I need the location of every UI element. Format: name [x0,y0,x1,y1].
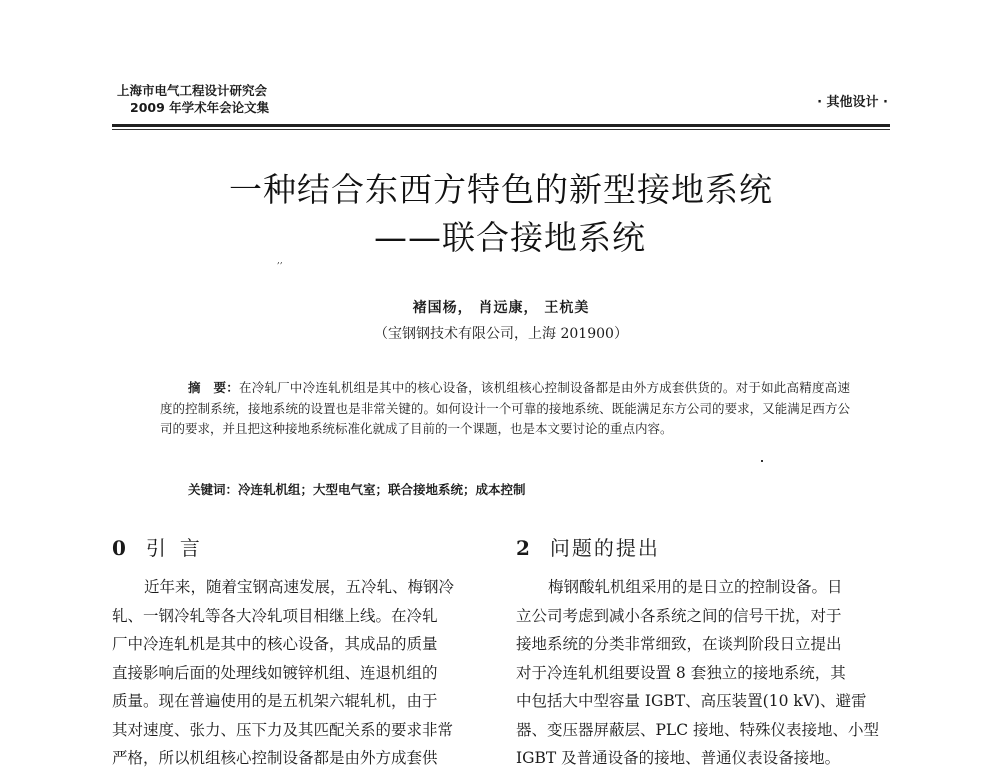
paragraph-line: 轧、一钢冷轧等各大冷轧项目相继上线。在冷轧 [112,606,438,625]
keywords-text: 冷连轧机组；大型电气室；联合接地系统；成本控制 [238,482,526,497]
abstract-label: 摘 要： [188,380,239,395]
section-number: 2 [516,536,532,560]
paragraph-line: 梅钢酸轧机组采用的是日立的控制设备。日 [548,578,843,596]
paragraph-line: 器、变压器屏蔽层、PLC 接地、特殊仪表接地、小型 [516,720,880,739]
header-rule-thick [112,124,890,127]
section-number: 0 [112,536,128,560]
paragraph-line: 接地系统的分类非常细致，在谈判阶段日立提出 [516,635,842,653]
keywords-label: 关键词： [188,482,239,497]
paragraph-line: 近年来，随着宝钢高速发展，五冷轧、梅钢冷 [144,578,455,596]
abstract-text: 在冷轧厂中冷连轧机组是其中的核心设备，该机组核心控制设备都是由外方成套供货的。对于如此高精度高速度的控制系统，接地系统的设置也是非常关键的。如何设计一个可靠的接地系统、既能满足东方公司的要求，又能满足西方公司的要求，并且把这种接地系统标准化就成了目前的一个课题，也是本文要讨论的重点内容。 [160,380,850,436]
paragraph-line: 立公司考虑到减小各系统之间的信号干扰，对于 [516,606,842,625]
paragraph-line: 对于冷连轧机组要设置 8 套独立的接地系统，其 [516,663,846,682]
running-header-section: · 其他设计 · [817,95,888,110]
keywords [188,480,526,498]
header-org-line1: 上海市电气工程设计研究会 [117,83,268,98]
header-rule-thin [112,129,890,130]
section-heading-problem [516,532,660,561]
paragraph-line: 厂中冷连轧机是其中的核心设备，其成品的质量 [112,635,438,653]
paragraph-line: IGBT 及普通设备的接地、普通仪表设备接地。 [516,749,841,767]
paragraph-line: 其对速度、张力、压下力及其匹配关系的要求非常 [112,720,454,739]
paragraph-line: 中包括大中型容量 IGBT、高压装置(10 kV)、避雷 [516,692,867,710]
section-title: 问题的提出 [549,536,660,560]
abstract [160,378,850,440]
paragraph-line: 质量。现在普遍使用的是五机架六辊轧机，由于 [112,692,438,710]
section-heading-introduction [112,532,214,561]
section-title: 引言 [145,536,214,560]
title-sub: ——联合接地系统 [374,218,646,257]
body-column-left [112,573,492,773]
paragraph-line: 严格，所以机组核心控制设备都是由外方成套供 [112,749,438,767]
paper-title [112,166,890,262]
paragraph-line: 直接影响后面的处理线如镀锌机组、连退机组的 [112,663,438,682]
scan-dot [761,460,763,462]
body-column-right [516,573,896,773]
affiliation: （宝钢钢技术有限公司，上海 201900） [374,326,628,342]
title-main: 一种结合东西方特色的新型接地系统 [229,170,773,209]
scan-speck: ,, [277,256,283,266]
header-org-line2: 2009 年学术年会论文集 [130,100,270,115]
authors: 褚国杨， 肖远康， 王杭美 [412,300,590,316]
running-header-left [117,82,269,116]
